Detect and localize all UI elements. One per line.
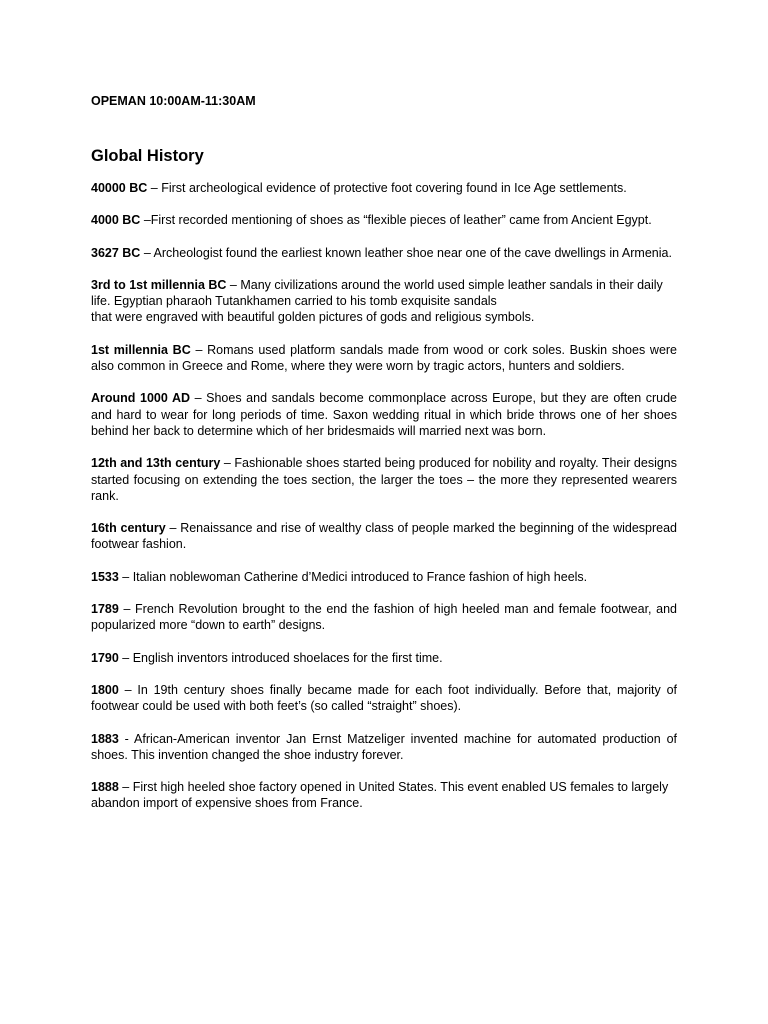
entry-text: – English inventors introduced shoelaces for the first time. [118, 650, 443, 665]
entry-text: – Shoes and sandals become commonplace across Europe, but they are often crude and hard to wear for long periods of time. Saxon wedding ritual in which bride throws one of her shoes behind her back to determine which of her bridesmaids will married next was born. [91, 391, 677, 438]
entry-text-continued: that were engraved with beautiful golden pictures of gods and religious symbols. [91, 310, 535, 325]
entry-date: 3627 BC [91, 245, 141, 260]
history-entry [91, 601, 677, 634]
entry-text: - African-American inventor Jan Ernst Matzeliger invented machine for automated production of shoes. This invention changed the shoe industry forever. [91, 731, 677, 762]
entry-text: –First recorded mentioning of shoes as “flexible pieces of leather” came from Ancient Egypt. [140, 213, 652, 228]
entry-text: – Many civilizations around the world used simple leather sandals in their daily life. Egyptian pharaoh Tutankhamen carried to his tomb exquisite sandals [91, 277, 663, 309]
history-entry [91, 390, 677, 439]
entry-text: – Romans used platform sandals made from wood or cork soles. Buskin shoes were also common in Greece and Rome, where they were worn by tragic actors, hunters and soldiers. [91, 342, 678, 374]
entry-date: 1533 [91, 569, 119, 584]
entry-date: 16th century [91, 521, 166, 536]
entry-date: 1st millennia BC [91, 342, 191, 357]
entry-text: – In 19th century shoes finally became made for each foot individually. Before that, majority of footwear could be used with both feet’s (so called “straight” shoes). [91, 682, 677, 714]
entry-date: 40000 BC [91, 181, 148, 195]
entry-date: 1883 [91, 731, 119, 746]
entry-text: – Archeologist found the earliest known leather shoe near one of the cave dwellings in Armenia. [140, 245, 672, 260]
entry-text: – First archeological evidence of protective foot covering found in Ice Age settlements. [147, 181, 627, 195]
entry-text: – French Revolution brought to the end the fashion of high heeled man and female footwear, and popularized more “down to earth” designs. [91, 602, 677, 633]
history-entry [91, 342, 677, 375]
entry-text: – First high heeled shoe factory opened in United States. This event enabled US females to largely abandon import of expensive shoes from France. [91, 780, 669, 811]
history-entry [91, 455, 677, 504]
entry-date: 1888 [91, 780, 119, 795]
history-entry [91, 682, 677, 715]
entry-date: 3rd to 1st millennia BC [91, 277, 227, 292]
entry-date: 1790 [91, 650, 119, 665]
entry-date: Around 1000 AD [91, 391, 191, 406]
document-page [91, 93, 677, 828]
class-schedule-heading: OPEMAN 10:00AM-11:30AM [91, 94, 256, 108]
entry-date: 1789 [91, 602, 119, 617]
history-entry [91, 650, 677, 666]
history-entry [91, 520, 677, 553]
entry-date: 1800 [91, 682, 119, 697]
history-entry [91, 731, 677, 764]
history-entry [91, 212, 677, 228]
page-title: Global History [91, 147, 204, 165]
history-entry [91, 277, 677, 326]
entry-text: – Renaissance and rise of wealthy class of people marked the beginning of the widespread footwear fashion. [91, 521, 677, 552]
entry-text: – Italian noblewoman Catherine d’Medici introduced to France fashion of high heels. [118, 569, 588, 584]
history-entry [91, 245, 677, 261]
history-entry [91, 569, 677, 585]
entry-text: – Fashionable shoes started being produced for nobility and royalty. Their designs started focusing on extending the toes section, the larger the toes – the more they represented wearers rank. [91, 456, 678, 503]
entry-date: 12th and 13th century [91, 456, 221, 471]
entry-date: 4000 BC [91, 213, 141, 228]
history-entry [91, 180, 677, 196]
history-entry [91, 779, 677, 812]
